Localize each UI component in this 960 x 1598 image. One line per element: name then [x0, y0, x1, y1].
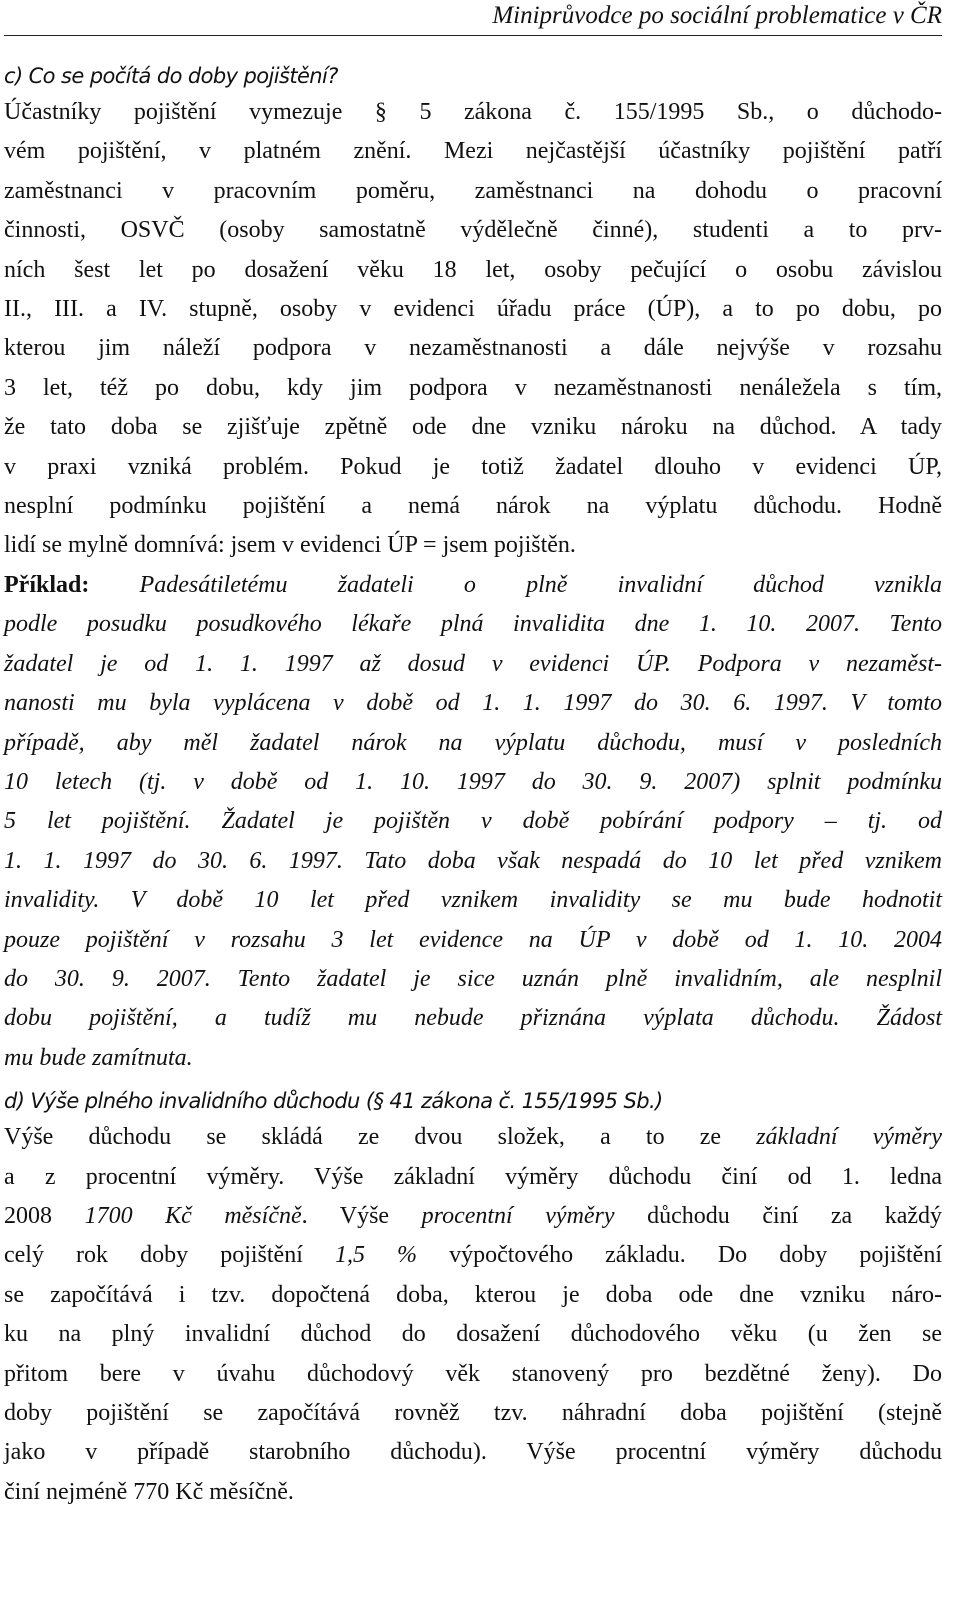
text-line: zaměstnanci v pracovním poměru, zaměstnanci na dohodu o pracovní — [4, 177, 942, 204]
text-line: a z procentní výměry. Výše základní výměry důchodu činí od 1. ledna — [4, 1163, 942, 1190]
text-line: Účastníky pojištění vymezuje § 5 zákona č. 155/1995 Sb., o důchodo- — [4, 99, 942, 125]
text-line: dobu pojištění, a tudíž mu nebude přiznána výplata důchodu. Žádost — [4, 1005, 942, 1032]
emphasis-text: základní výměry — [756, 1124, 942, 1151]
text-line: nanosti mu byla vyplácena v době od 1. 1. 1997 do 30. 6. 1997. V tomto — [4, 690, 942, 717]
text-run: . Výše — [301, 1202, 422, 1229]
text-line: činí nejméně 770 Kč měsíčně. — [4, 1478, 294, 1505]
example-text: Padesátiletému žadateli o plně invalidní důchod vznikla — [139, 571, 942, 598]
text-line — [4, 1236, 942, 1275]
text-line: invalidity. V době 10 let před vznikem invalidity se mu bude hodnotit — [4, 887, 942, 914]
text-line: II., III. a IV. stupně, osoby v evidenci úřadu práce (ÚP), a to po dobu, po — [4, 296, 942, 323]
text-line: v praxi vzniká problém. Pokud je totiž žadatel dlouho v evidenci ÚP, — [4, 453, 942, 480]
text-line: 5 let pojištění. Žadatel je pojištěn v době pobírání podpory – tj. od — [4, 808, 942, 835]
text-run: výpočtového základu. Do doby pojištění — [417, 1242, 942, 1269]
text-run: Výše důchodu se skládá ze dvou složek, a to ze — [4, 1124, 757, 1151]
text-line: vém pojištění, v platném znění. Mezi nejčastější účastníky pojištění patří — [4, 138, 942, 165]
section-c-paragraph — [4, 93, 942, 566]
text-line: nesplní podmínku pojištění a nemá nárok na výplatu důchodu. Hodně — [4, 493, 942, 520]
text-line: 1. 1. 1997 do 30. 6. 1997. Tato doba však nespadá do 10 let před vznikem — [4, 847, 942, 874]
text-run: celý rok doby pojištění — [4, 1242, 335, 1269]
text-line: 10 letech (tj. v době od 1. 10. 1997 do 30. 9. 2007) splnit podmínku — [4, 768, 942, 795]
text-line: ních šest let po dosažení věku 18 let, osoby pečující o osobu závislou — [4, 256, 942, 283]
text-line: 3 let, též po dobu, kdy jim podpora v nezaměstnanosti nenáležela s tím, — [4, 374, 942, 401]
text-line — [4, 566, 942, 605]
section-d-paragraph — [4, 1118, 942, 1512]
text-line — [4, 1197, 942, 1236]
text-line: pouze pojištění v rozsahu 3 let evidence na ÚP v době od 1. 10. 2004 — [4, 926, 942, 953]
text-line: se započítává i tzv. dopočtená doba, kterou je doba ode dne vzniku náro- — [4, 1281, 942, 1308]
emphasis-text: 1700 Kč měsíčně — [84, 1202, 302, 1229]
text-line: do 30. 9. 2007. Tento žadatel je sice uznán plně invalidním, ale nesplnil — [4, 965, 942, 992]
text-line: doby pojištění se započítává rovněž tzv. náhradní doba pojištění (stejně — [4, 1400, 942, 1426]
emphasis-text: 1,5 % — [334, 1242, 418, 1269]
section-c-heading: c) Co se počítá do doby pojištění? — [4, 64, 338, 88]
text-line: ku na plný invalidní důchod do dosažení důchodového věku (u žen se — [4, 1321, 942, 1348]
text-line: kterou jim náleží podpora v nezaměstnanosti a dále nejvýše v rozsahu — [4, 335, 942, 362]
running-header: Miniprůvodce po sociální problematice v ČR — [4, 0, 942, 36]
text-run: důchodu činí za každý — [614, 1202, 943, 1229]
text-line: lidí se mylně domnívá: jsem v evidenci ÚP = jsem pojištěn. — [4, 532, 576, 559]
text-line — [4, 1118, 942, 1157]
text-line: přitom bere v úvahu důchodový věk stanovený pro bezdětné ženy). Do — [4, 1360, 942, 1387]
text-line: mu bude zamítnuta. — [4, 1044, 193, 1071]
emphasis-text: procentní výměry — [421, 1202, 615, 1229]
text-line: jako v případě starobního důchodu). Výše procentní výměry důchodu — [4, 1439, 942, 1466]
text-run: 2008 — [4, 1202, 85, 1229]
example-paragraph — [4, 566, 942, 1078]
text-line: případě, aby měl žadatel nárok na výplatu důchodu, musí v posledních — [4, 729, 942, 756]
example-label: Příklad: — [4, 571, 90, 598]
text-line: žadatel je od 1. 1. 1997 až dosud v evidenci ÚP. Podpora v nezaměst- — [4, 650, 942, 677]
text-line: že tato doba se zjišťuje zpětně ode dne vzniku nároku na důchod. A tady — [4, 414, 942, 441]
text-line: podle posudku posudkového lékaře plná invalidita dne 1. 10. 2007. Tento — [4, 611, 942, 638]
section-d-heading: d) Výše plného invalidního důchodu (§ 41 zákona č. 155/1995 Sb.) — [4, 1089, 663, 1114]
text-line: činnosti, OSVČ (osoby samostatně výdělečně činné), studenti a to prv- — [4, 217, 942, 244]
